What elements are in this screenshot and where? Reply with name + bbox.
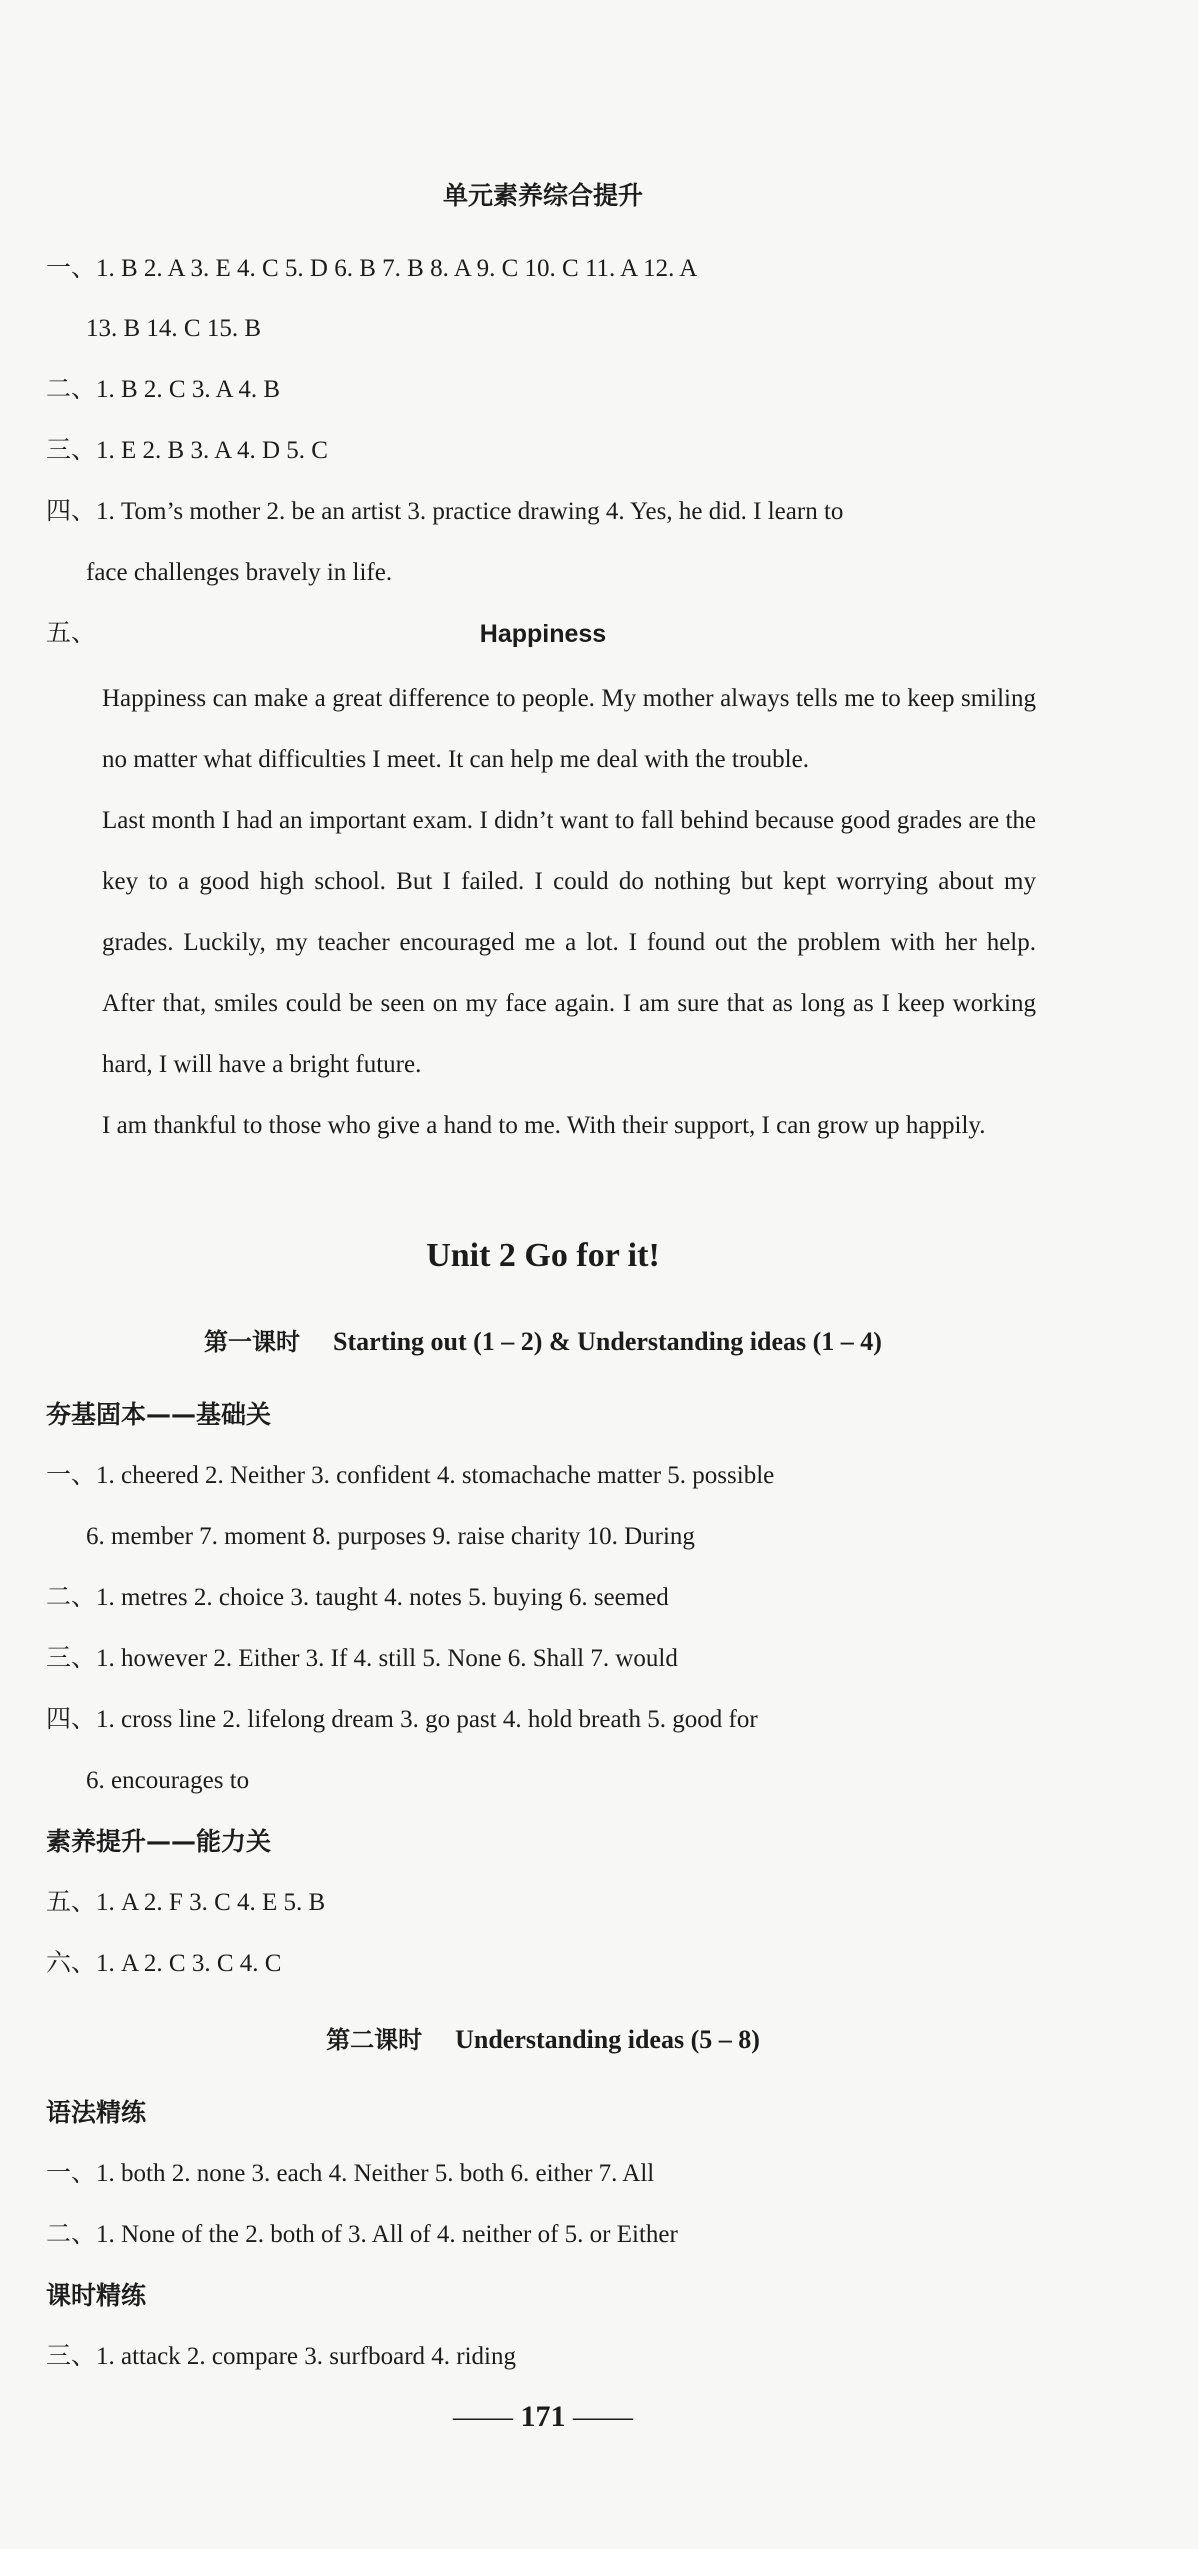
essay-paragraph [46, 790, 1036, 1095]
essay-paragraph-text: Last month I had an important exam. I didn’t want to fall behind because good grades are the key to a good high school. But I failed. I could do nothing but kept worrying about my grades. Luckily, my teacher encouraged me a lot. I found out the problem with her help. After that, smiles could be seen on my face again. I am sure that as long as I keep working hard, I will have a bright future. [102, 807, 1036, 1078]
answer-line: 六、1. A 2. C 3. C 4. C [46, 1950, 282, 1977]
answer-line: 四、1. cross line 2. lifelong dream 3. go past 4. hold breath 5. good for [46, 1706, 758, 1733]
part-heading: 课时精练 [46, 2281, 147, 2310]
section-title: 单元素养综合提升 [442, 181, 643, 210]
answer-line: face challenges bravely in life. [86, 559, 393, 586]
answer-line: 五、1. A 2. F 3. C 4. E 5. B [46, 1889, 326, 1916]
answer-line: 二、1. metres 2. choice 3. taught 4. notes 5. buying 6. seemed [46, 1584, 669, 1611]
page-number-dash: — [483, 2400, 513, 2433]
lesson-number: 第二课时 [326, 2026, 423, 2054]
page-number [0, 2400, 1086, 2434]
answer-line: 二、1. B 2. C 3. A 4. B [46, 376, 281, 403]
lesson-name: Understanding ideas (5 – 8) [455, 2025, 760, 2054]
lesson-number: 第一课时 [204, 1328, 301, 1356]
essay-paragraph [46, 1095, 1036, 1156]
answer-line: 6. encourages to [86, 1767, 250, 1794]
answer-line: 一、1. B 2. A 3. E 4. C 5. D 6. B 7. B 8. A 9. C 10. C 11. A 12. A [46, 255, 698, 282]
answer-line: 二、1. None of the 2. both of 3. All of 4. neither of 5. or Either [46, 2221, 678, 2248]
answer-line: 6. member 7. moment 8. purposes 9. raise charity 10. During [86, 1523, 695, 1550]
essay-paragraph-text: Happiness can make a great difference to people. My mother always tells me to keep smiling no matter what difficulties I meet. It can help me deal with the trouble. [102, 685, 1036, 773]
page-number-dash: — [573, 2400, 603, 2433]
part-heading: 素养提升——能力关 [46, 1827, 272, 1856]
part-heading: 语法精练 [46, 2098, 147, 2127]
answer-line: 三、1. attack 2. compare 3. surfboard 4. riding [46, 2343, 517, 2370]
essay-paragraph [46, 668, 1036, 790]
page-number-dash: — [603, 2400, 633, 2433]
lesson-name: Starting out (1 – 2) & Understanding ideas (1 – 4) [333, 1327, 882, 1356]
lesson-title [0, 2020, 1086, 2055]
essay-title: Happiness [479, 620, 607, 648]
part-heading: 夯基固本——基础关 [46, 1400, 272, 1429]
answer-line: 三、1. however 2. Either 3. If 4. still 5. None 6. Shall 7. would [46, 1645, 678, 1672]
question-label: 五、 [46, 620, 97, 647]
answer-line: 三、1. E 2. B 3. A 4. D 5. C [46, 437, 328, 464]
answer-line: 一、1. both 2. none 3. each 4. Neither 5. both 6. either 7. All [46, 2160, 655, 2187]
page-number-value: 171 [520, 2400, 566, 2433]
lesson-title [0, 1322, 1086, 1357]
essay-paragraph-text: I am thankful to those who give a hand to me. With their support, I can grow up happily. [102, 1112, 986, 1139]
page-number-dash: — [453, 2400, 483, 2433]
answer-line: 四、1. Tom’s mother 2. be an artist 3. practice drawing 4. Yes, he did. I learn to [46, 498, 844, 525]
unit-title: Unit 2 Go for it! [426, 1237, 660, 1274]
answer-line: 一、1. cheered 2. Neither 3. confident 4. stomachache matter 5. possible [46, 1462, 775, 1489]
answer-line: 13. B 14. C 15. B [86, 315, 262, 342]
